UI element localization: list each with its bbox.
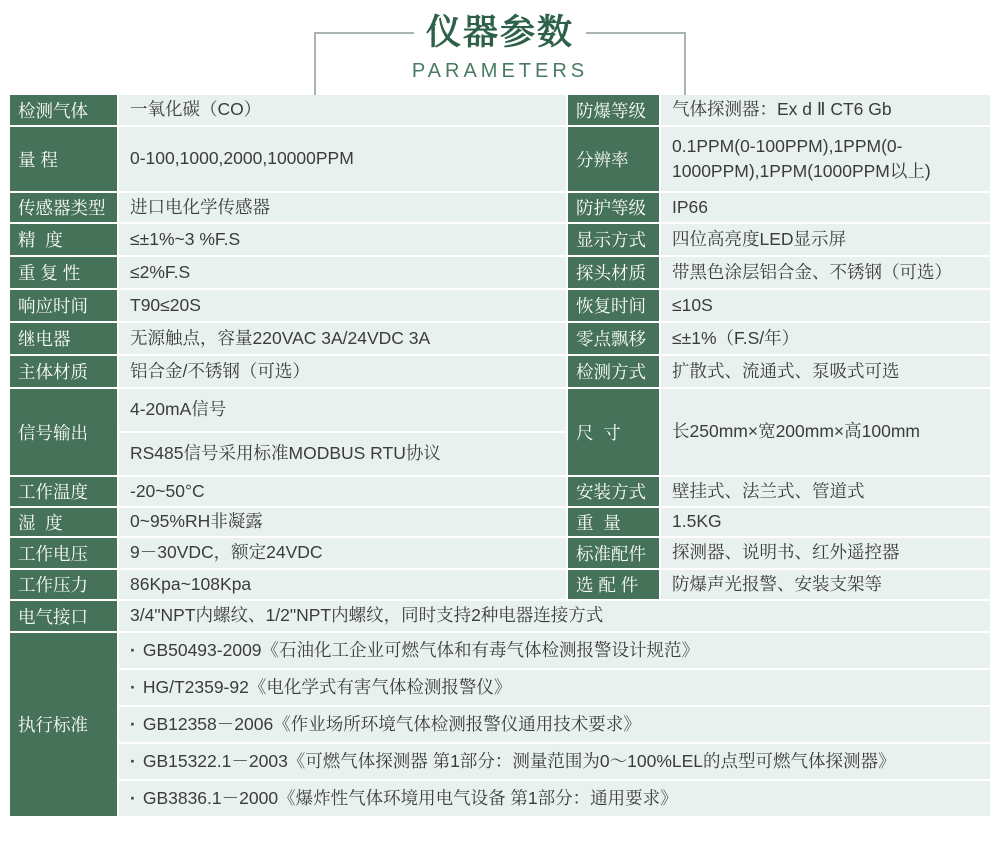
label-resolution: 分辨率 (568, 127, 659, 191)
parameters-table (10, 95, 990, 816)
standard-item (119, 781, 990, 816)
label-body-material: 主体材质 (10, 356, 117, 387)
value-signal-output-line2: RS485信号采用标准MODBUS RTU协议 (119, 433, 566, 475)
value-protection-grade: IP66 (661, 193, 990, 222)
value-working-temperature: -20~50°C (119, 477, 566, 506)
label-optional-accessories: 选 配 件 (568, 570, 659, 599)
label-working-voltage: 工作电压 (10, 538, 117, 568)
value-installation-mode: 壁挂式、法兰式、管道式 (661, 477, 990, 506)
label-repeatability: 重 复 性 (10, 257, 117, 288)
value-dimensions: 长250mm×宽200mm×高100mm (661, 389, 990, 475)
title-line-right (586, 32, 686, 34)
value-body-material: 铝合金/不锈钢（可选） (119, 356, 566, 387)
label-relay: 继电器 (10, 323, 117, 354)
bullet-icon: · (130, 787, 136, 808)
label-electrical-interface: 电气接口 (10, 601, 117, 631)
value-detected-gas: 一氧化碳（CO） (119, 95, 566, 125)
label-recovery-time: 恢复时间 (568, 290, 659, 321)
label-humidity: 湿 度 (10, 508, 117, 536)
value-display-mode: 四位高亮度LED显示屏 (661, 224, 990, 255)
value-working-voltage: 9－30VDC，额定24VDC (119, 538, 566, 568)
label-detection-mode: 检测方式 (568, 356, 659, 387)
standard-item (119, 633, 990, 668)
title-box (314, 13, 686, 95)
value-optional-accessories: 防爆声光报警、安装支架等 (661, 570, 990, 599)
value-zero-drift: ≤±1%（F.S/年） (661, 323, 990, 354)
bullet-icon: · (130, 639, 136, 660)
label-sensor-type: 传感器类型 (10, 193, 117, 222)
label-accuracy: 精 度 (10, 224, 117, 255)
spec-sheet (0, 13, 1000, 816)
standard-item (119, 670, 990, 705)
bullet-icon: · (130, 750, 136, 771)
label-standard-accessories: 标准配件 (568, 538, 659, 568)
value-electrical-interface: 3/4"NPT内螺纹、1/2"NPT内螺纹，同时支持2种电器连接方式 (119, 601, 990, 631)
label-detected-gas: 检测气体 (10, 95, 117, 125)
label-range: 量 程 (10, 127, 117, 191)
value-response-time: T90≤20S (119, 290, 566, 321)
title-row (314, 12, 686, 54)
standard-item-text: HG/T2359-92《电化学式有害气体检测报警仪》 (142, 676, 512, 697)
label-display-mode: 显示方式 (568, 224, 659, 255)
label-response-time: 响应时间 (10, 290, 117, 321)
page-title: 仪器参数 (426, 13, 575, 52)
label-working-temperature: 工作温度 (10, 477, 117, 506)
value-repeatability: ≤2%F.S (119, 257, 566, 288)
standard-item (119, 707, 990, 742)
value-resolution: 0.1PPM(0-100PPM),1PPM(0-1000PPM),1PPM(1000PPM以上) (661, 127, 990, 191)
label-dimensions: 尺 寸 (568, 389, 659, 475)
standard-item-text: GB3836.1－2000《爆炸性气体环境用电气设备 第1部分：通用要求》 (142, 787, 678, 808)
bullet-icon: · (130, 713, 136, 734)
label-working-pressure: 工作压力 (10, 570, 117, 599)
standard-item-text: GB12358－2006《作业场所环境气体检测报警仪通用技术要求》 (142, 713, 641, 734)
label-protection-grade: 防护等级 (568, 193, 659, 222)
value-signal-output-line1: 4-20mA信号 (119, 389, 566, 431)
standard-item-text: GB50493-2009《石油化工企业可燃气体和有毒气体检测报警设计规范》 (142, 639, 700, 660)
label-zero-drift: 零点飘移 (568, 323, 659, 354)
value-standard-accessories: 探测器、说明书、红外遥控器 (661, 538, 990, 568)
value-working-pressure: 86Kpa~108Kpa (119, 570, 566, 599)
label-installation-mode: 安装方式 (568, 477, 659, 506)
value-weight: 1.5KG (661, 508, 990, 536)
label-probe-material: 探头材质 (568, 257, 659, 288)
value-probe-material: 带黑色涂层铝合金、不锈钢（可选） (661, 257, 990, 288)
value-range: 0-100,1000,2000,10000PPM (119, 127, 566, 191)
standard-item (119, 744, 990, 779)
value-accuracy: ≤±1%~3 %F.S (119, 224, 566, 255)
value-detection-mode: 扩散式、流通式、泵吸式可选 (661, 356, 990, 387)
standard-item-text: GB15322.1－2003《可燃气体探测器 第1部分：测量范围为0～100%LEL的点型可燃气体探测器》 (142, 750, 896, 771)
value-relay: 无源触点，容量220VAC 3A/24VDC 3A (119, 323, 566, 354)
value-recovery-time: ≤10S (661, 290, 990, 321)
value-sensor-type: 进口电化学传感器 (119, 193, 566, 222)
value-humidity: 0~95%RH非凝露 (119, 508, 566, 536)
bullet-icon: · (130, 676, 136, 697)
label-execution-standards: 执行标准 (10, 633, 117, 816)
value-explosion-proof-grade: 气体探测器：Ex d Ⅱ CT6 Gb (661, 95, 990, 125)
label-explosion-proof-grade: 防爆等级 (568, 95, 659, 125)
label-weight: 重 量 (568, 508, 659, 536)
title-line-left (314, 32, 414, 34)
page-subtitle: PARAMETERS (411, 60, 589, 82)
label-signal-output: 信号输出 (10, 389, 117, 475)
